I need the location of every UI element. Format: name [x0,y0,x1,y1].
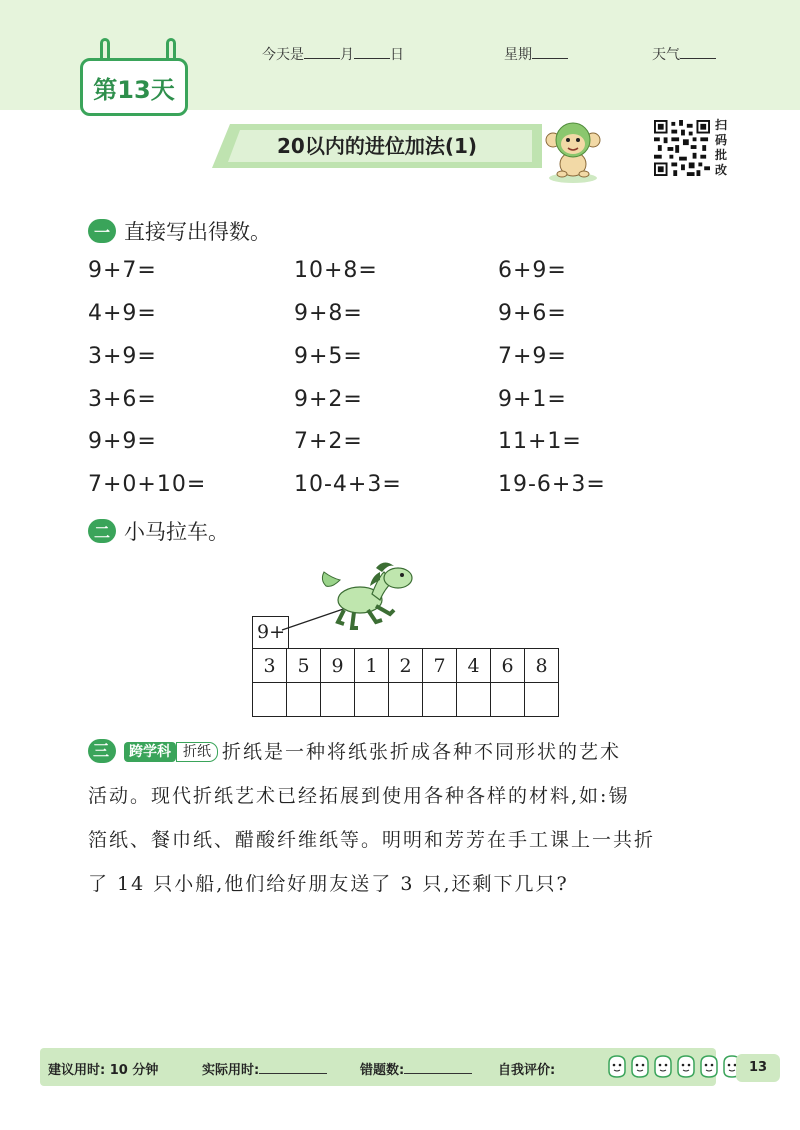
page-number: 13 [736,1054,780,1082]
lesson-title-banner [212,124,542,168]
lesson-title: 20以内的进位加法(1) [276,134,478,158]
word-problem-line: 了 14 只小船,他们给好朋友送了 3 只,还剩下几只? [88,873,569,895]
answer-cell[interactable] [253,683,287,717]
equation: 9+1= [498,387,567,412]
answer-cell[interactable] [389,683,423,717]
section-1-badge: 一 [88,219,116,243]
equation: 9+9= [88,429,157,454]
weather-field [652,44,716,64]
answer-cell[interactable] [423,683,457,717]
answer-cell[interactable] [287,683,321,717]
weather-label: 天气 [652,47,680,63]
day-label: 日 [390,47,404,63]
word-problem-line: 活动。现代折纸艺术已经拓展到使用各种各样的材料,如:锡 [88,785,630,807]
day-blank[interactable] [354,58,390,59]
section-1-title [88,216,271,246]
number-cell: 6 [491,649,525,683]
number-cell: 5 [287,649,321,683]
number-cell: 3 [253,649,287,683]
equation: 7+9= [498,344,567,369]
section-3-badge: 三 [88,739,116,763]
equation: 10+8= [294,258,378,283]
section-2-badge: 二 [88,519,116,543]
errors-field [360,1059,472,1078]
answer-row [253,683,559,717]
smiley-icon[interactable] [652,1053,674,1079]
weekday-field [504,44,568,64]
actual-time-field [202,1059,327,1078]
equation: 3+6= [88,387,157,412]
actual-time-blank[interactable] [259,1073,327,1074]
equation: 3+9= [88,344,157,369]
monkey-mascot-icon [542,118,604,184]
suggested-time: 建议用时: 10 分钟 [48,1063,159,1078]
section-2-heading: 小马拉车。 [124,520,229,544]
word-problem-line [88,730,728,774]
number-row [253,649,559,683]
equation: 9+5= [294,344,363,369]
number-grid [252,648,559,717]
smiley-icon[interactable] [629,1053,651,1079]
equation: 4+9= [88,301,157,326]
errors-blank[interactable] [404,1073,472,1074]
word-problem [88,730,728,906]
equation: 9+7= [88,258,157,283]
start-cell: 9+ [252,616,289,649]
errors-label: 错题数: [360,1063,405,1078]
weather-blank[interactable] [680,58,716,59]
footer-bar [40,1048,716,1086]
equation: 19-6+3= [498,472,606,497]
number-cell: 8 [525,649,559,683]
number-cell: 1 [355,649,389,683]
date-field [262,44,404,64]
weekday-label: 星期 [504,47,532,63]
month-blank[interactable] [304,58,340,59]
smiley-icon[interactable] [606,1053,628,1079]
equation: 11+1= [498,429,582,454]
section-1-heading: 直接写出得数。 [124,220,271,244]
origami-tag: 折纸 [176,742,218,762]
equation: 10-4+3= [294,472,402,497]
qr-code-icon[interactable] [654,120,710,176]
equation: 9+2= [294,387,363,412]
answer-cell[interactable] [525,683,559,717]
horse-icon [318,558,418,638]
smiley-icon[interactable] [675,1053,697,1079]
month-label: 月 [340,47,354,63]
equation: 7+2= [294,429,363,454]
equation: 9+8= [294,301,363,326]
self-eval-rating[interactable] [606,1053,744,1079]
day-badge: 第13天 [80,58,188,116]
equation: 7+0+10= [88,472,207,497]
date-prefix: 今天是 [262,47,304,63]
answer-cell[interactable] [457,683,491,717]
equation: 6+9= [498,258,567,283]
section-2-title [88,516,229,546]
number-cell: 7 [423,649,457,683]
smiley-icon[interactable] [698,1053,720,1079]
word-problem-line: 箔纸、餐巾纸、醋酸纤维纸等。明明和芳芳在手工课上一共折 [88,829,656,851]
number-cell: 2 [389,649,423,683]
weekday-blank[interactable] [532,58,568,59]
answer-cell[interactable] [321,683,355,717]
answer-cell[interactable] [355,683,389,717]
word-problem-text: 折纸是一种将纸张折成各种不同形状的艺术 [222,741,622,763]
answer-cell[interactable] [491,683,525,717]
qr-label: 扫码批改 [715,118,728,177]
number-cell: 4 [457,649,491,683]
number-cell: 9 [321,649,355,683]
equation: 9+6= [498,301,567,326]
self-eval-label: 自我评价: [498,1063,556,1078]
actual-time-label: 实际用时: [202,1063,260,1078]
cross-subject-tag: 跨学科 [124,742,176,762]
